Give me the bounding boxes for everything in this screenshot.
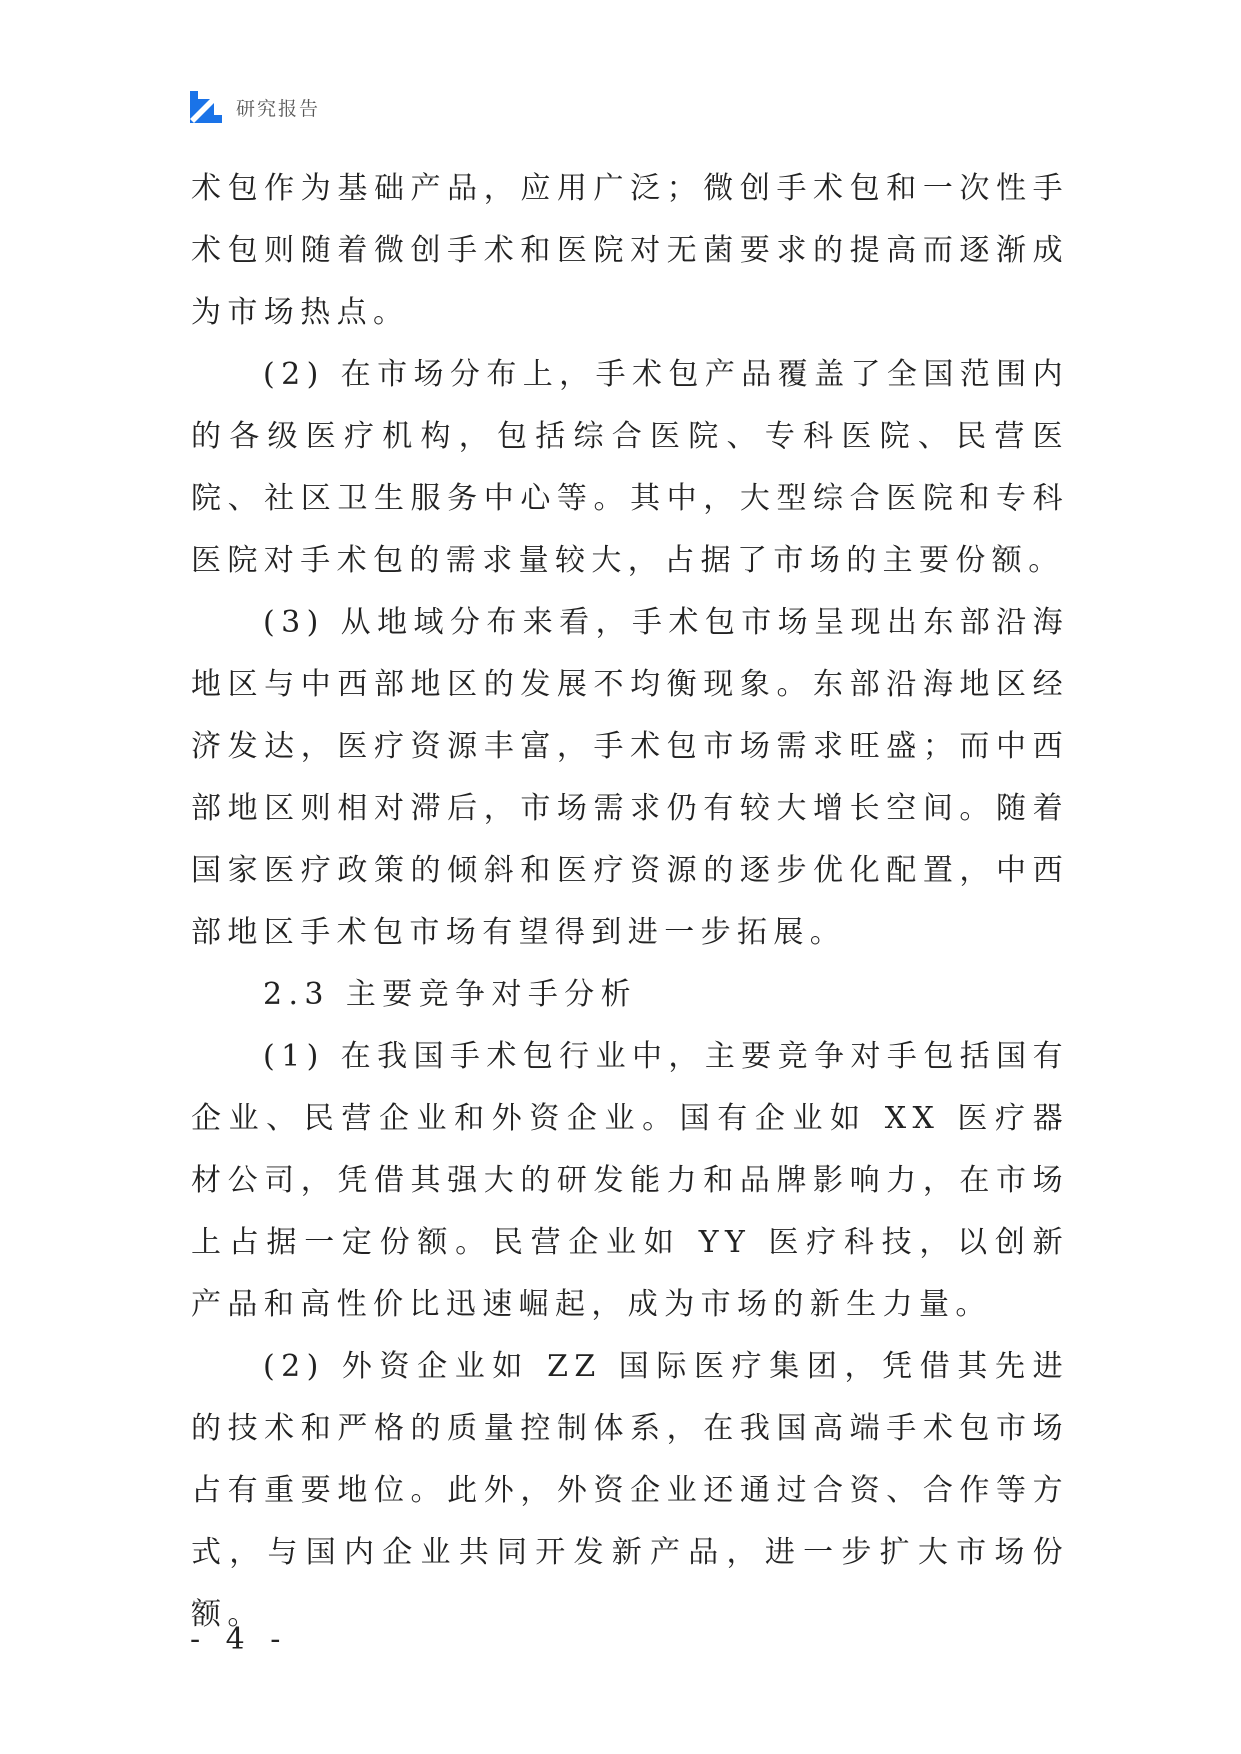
paragraph-3: (3) 从地域分布来看，手术包市场呈现出东部沿海地区与中西部地区的发展不均衡现象。东部沿海地区经济发达，医疗资源丰富，手术包市场需求旺盛；而中西部地区则相对滞后，市场需求仍有较大增长空间。随着国家医疗政策的倾斜和医疗资源的逐步优化配置，中西部地区手术包市场有望得到进一步拓展。 xyxy=(191,605,1069,950)
page-number: - 4 - xyxy=(190,1622,289,1657)
section-heading: 2.3 主要竞争对手分析 xyxy=(263,977,638,1012)
header-title: 研究报告 xyxy=(236,97,321,120)
paragraph-1: 术包作为基础产品，应用广泛；微创手术包和一次性手术包则随着微创手术和医院对无菌要求的提高而逐渐成为市场热点。 xyxy=(191,171,1069,330)
paragraph-5: (2) 外资企业如 ZZ 国际医疗集团，凭借其先进的技术和严格的质量控制体系，在我国高端手术包市场占有重要地位。此外，外资企业还通过合资、合作等方式，与国内企业共同开发新产品，进一步扩大市场份额。 xyxy=(191,1349,1069,1632)
paragraph-4: (1) 在我国手术包行业中，主要竞争对手包括国有企业、民营企业和外资企业。国有企业如 XX 医疗器材公司，凭借其强大的研发能力和品牌影响力，在市场上占据一定份额。民营企业如 YY 医疗科技，以创新产品和高性价比迅速崛起，成为市场的新生力量。 xyxy=(191,1039,1069,1322)
paragraph-2: (2) 在市场分布上，手术包产品覆盖了全国范围内的各级医疗机构，包括综合医院、专科医院、民营医院、社区卫生服务中心等。其中，大型综合医院和专科医院对手术包的需求量较大，占据了市场的主要份额。 xyxy=(191,357,1069,578)
arrow-up-right-icon xyxy=(190,91,222,123)
report-header xyxy=(190,90,320,124)
document-body xyxy=(191,158,1069,1646)
